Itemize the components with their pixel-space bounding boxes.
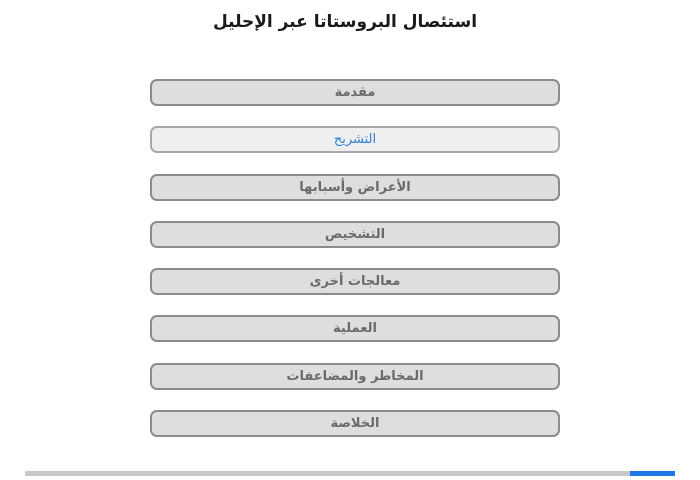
menu-item-risks[interactable]: المخاطر والمضاعفات — [150, 363, 560, 390]
progress-fill — [630, 471, 676, 476]
menu-item-procedure[interactable]: العملية — [150, 315, 560, 342]
page-title: استئصال البروستاتا عبر الإحليل — [212, 12, 478, 32]
menu-item-summary[interactable]: الخلاصة — [150, 410, 560, 437]
menu-item-other-treatments[interactable]: معالجات أخرى — [150, 268, 560, 295]
progress-bar — [25, 471, 675, 476]
menu-item-diagnosis[interactable]: التشخيص — [150, 221, 560, 248]
menu-item-introduction[interactable]: مقدمة — [150, 79, 560, 106]
section-menu — [150, 79, 560, 457]
menu-item-symptoms[interactable]: الأعراض وأسبابها — [150, 174, 560, 201]
menu-item-anatomy[interactable]: التشريح — [150, 126, 560, 153]
